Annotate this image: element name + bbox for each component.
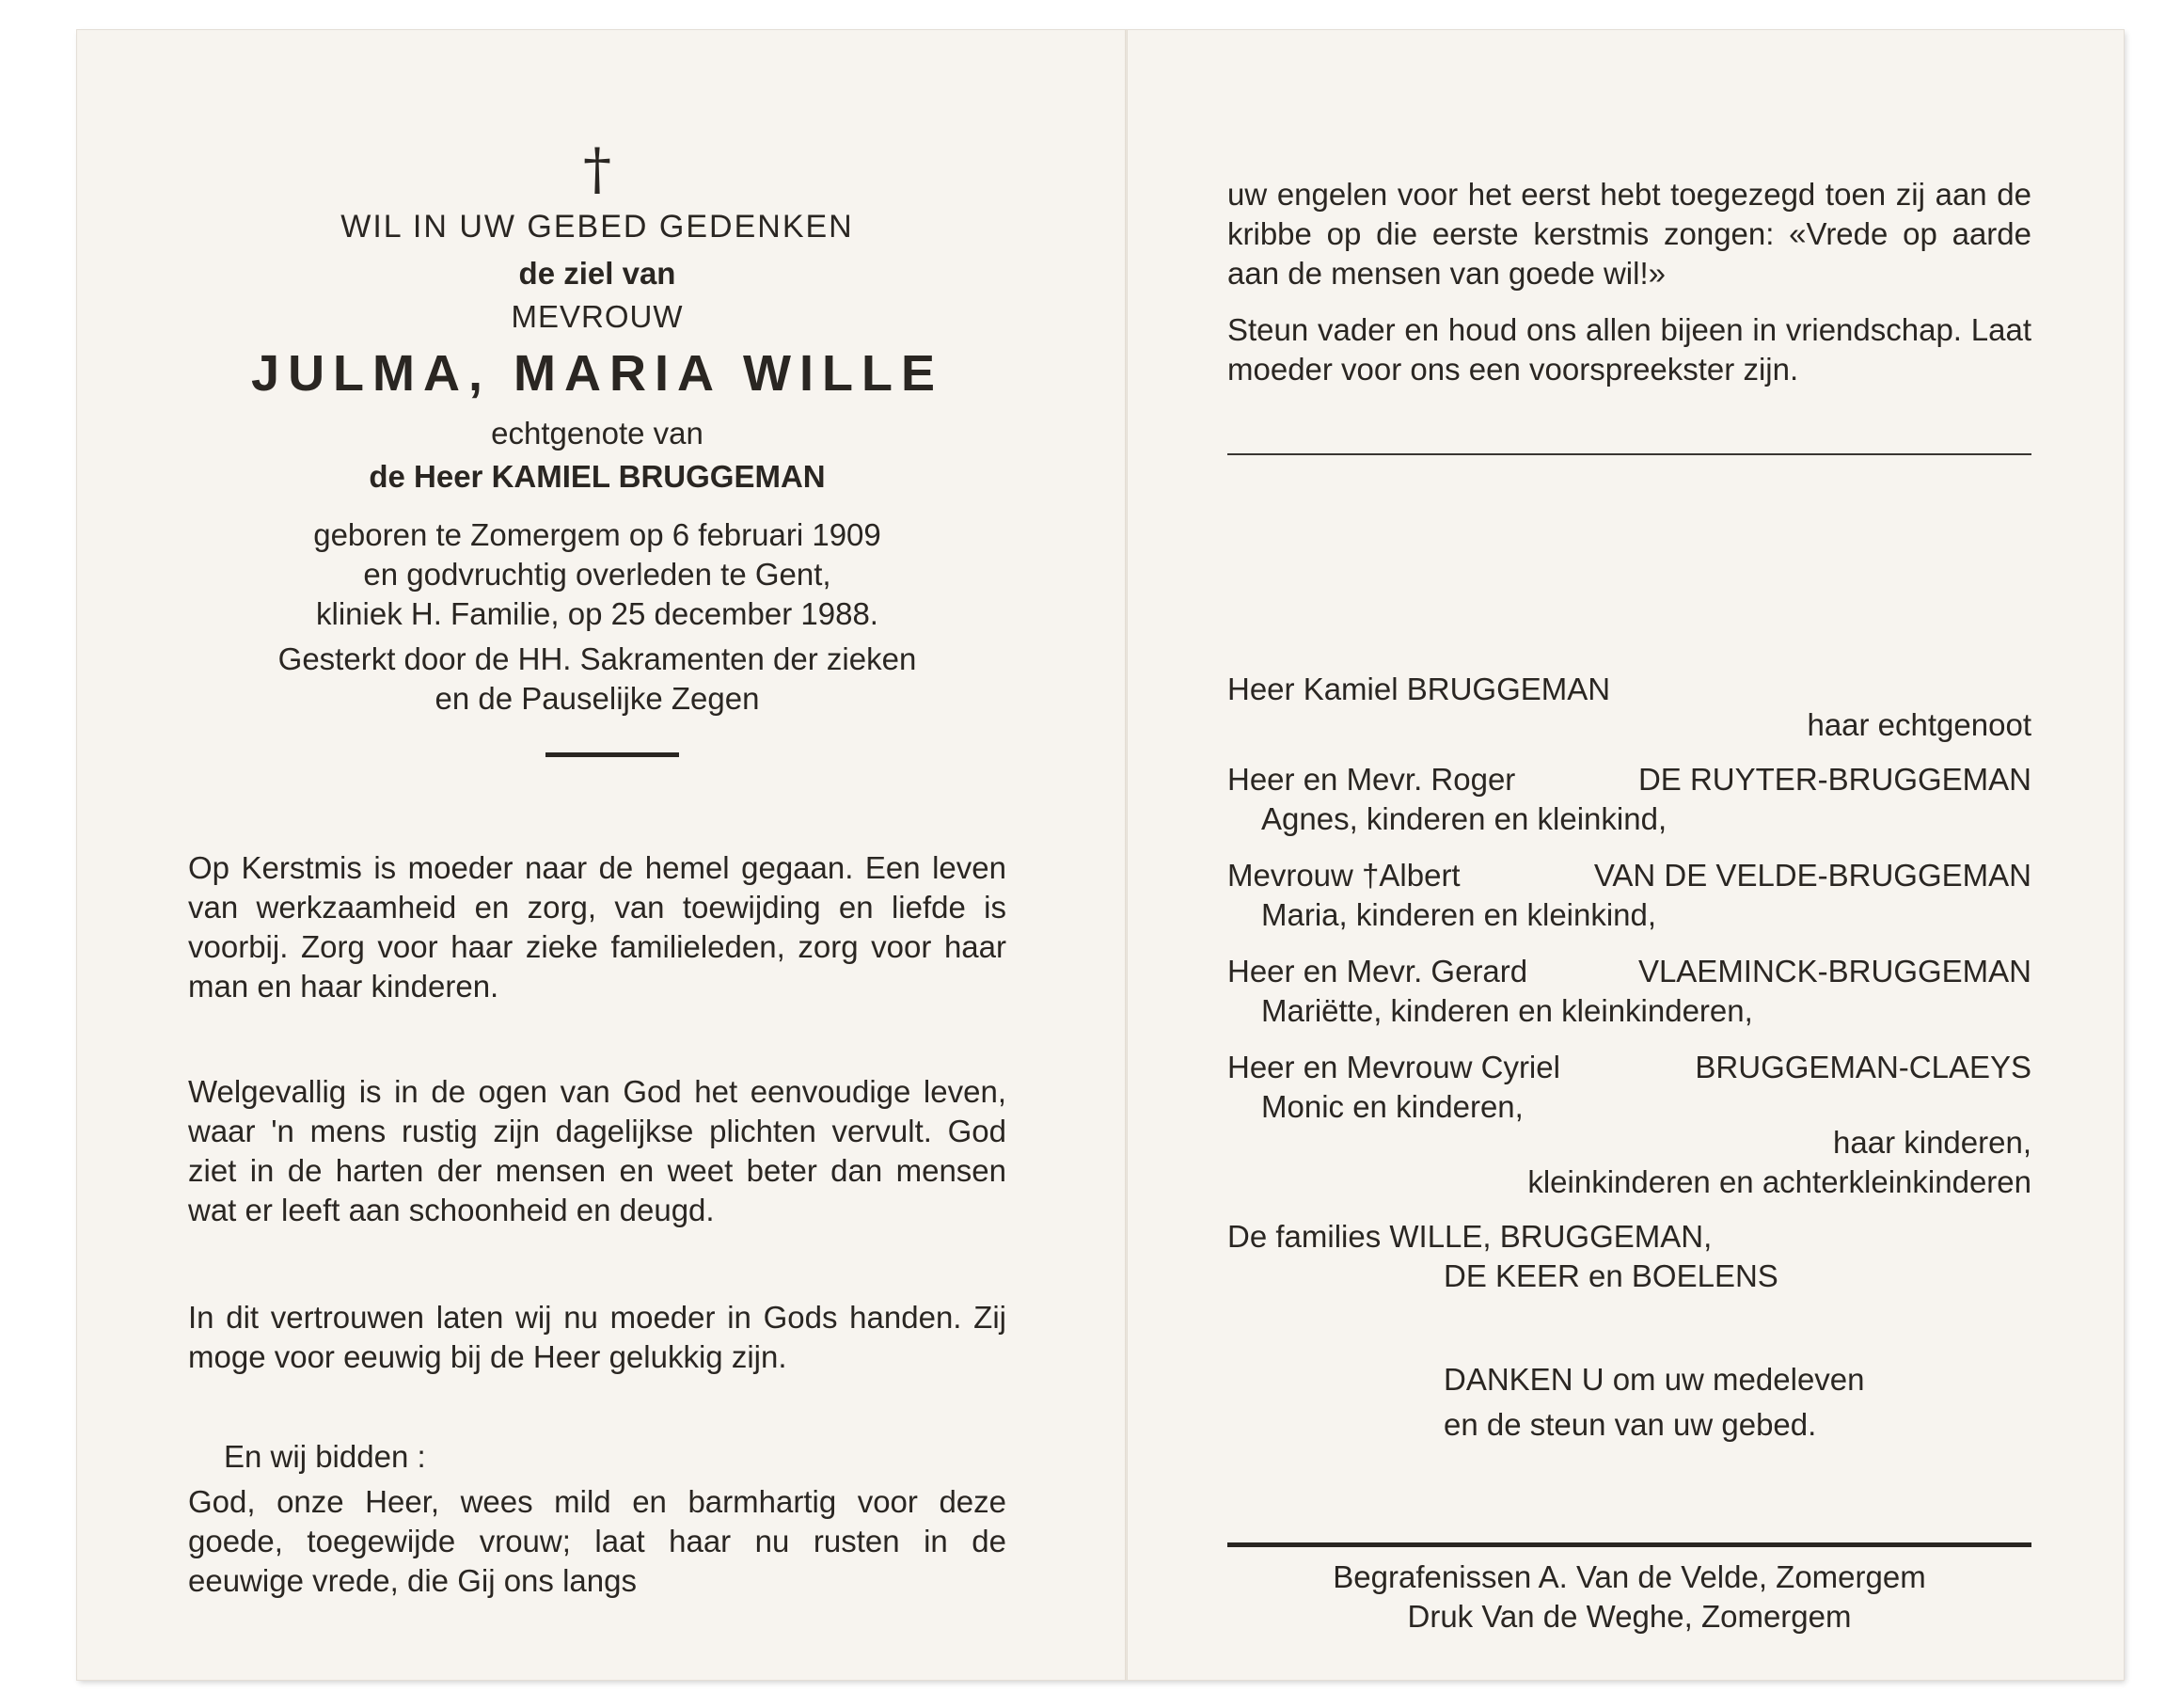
child-3-name: Heer en Mevr. Gerard: [1227, 954, 1528, 988]
child-4-line: [1227, 1048, 2031, 1087]
families-line-2: DE KEER en BOELENS: [1444, 1258, 1778, 1293]
sacraments-line-1: Gesterkt door de HH. Sakramenten der zieken: [277, 641, 917, 676]
paragraph-1: Op Kerstmis is moeder naar de hemel gegaan. Een leven van werkzaamheid en zorg, van toewijding en liefde is voorbij. Zorg voor haar zieke familieleden, zorg voor haar man en haar kinderen.: [188, 850, 1006, 1004]
thanks-line-2: en de steun van uw gebed.: [1444, 1407, 1817, 1442]
thanks-line-1: DANKEN U om uw medeleven: [1444, 1362, 1865, 1397]
child-4-name: Heer en Mevrouw Cyriel: [1227, 1050, 1560, 1084]
prayer-intro: En wij bidden :: [224, 1439, 426, 1474]
child-3-sub: Mariëtte, kinderen en kleinkinderen,: [1261, 993, 1753, 1028]
child-1-surname: DE RUYTER-BRUGGEMAN: [1637, 762, 2031, 797]
clinic-line: kliniek H. Familie, op 25 december 1988.: [316, 596, 878, 631]
child-2-surname: VAN DE VELDE-BRUGGEMAN: [1593, 858, 2031, 893]
families-line-1: De families WILLE, BRUGGEMAN,: [1227, 1219, 1713, 1254]
husband-line: Heer Kamiel BRUGGEMAN: [1227, 672, 1611, 706]
sacraments-line-2: en de Pauselijke Zegen: [435, 681, 760, 716]
death-line: en godvruchtig overleden te Gent,: [363, 557, 831, 592]
paragraph-2: Welgevallig is in de ogen van God het eenvoudige leven, waar 'n mens rustig zijn dagelijkse plichten vervult. God ziet in de harten der mensen en weet beter dan mensen wat er leeft aan schoonheid en deugd.: [188, 1074, 1006, 1227]
footer-rule: [1227, 1542, 2031, 1547]
child-2-line: [1227, 856, 2031, 895]
prayer-continued: uw engelen voor het eerst hebt toegezegd toen zij aan de kribbe op die eerste kerstmis zongen: «Vrede op aarde aan de mensen van goede wil!»: [1227, 177, 2031, 291]
child-4-sub: Monic en kinderen,: [1261, 1089, 1524, 1124]
paragraph-3: In dit vertrouwen laten wij nu moeder in Gods handen. Zij moge voor eeuwig bij de Heer gelukkig zijn.: [188, 1300, 1006, 1374]
child-1-name: Heer en Mevr. Roger: [1227, 762, 1516, 797]
husband-role: haar echtgenoot: [1807, 707, 2031, 742]
divider: [545, 752, 679, 757]
spouse-name: de Heer KAMIEL BRUGGEMAN: [369, 459, 826, 494]
deceased-name: JULMA, MARIA WILLE: [251, 345, 943, 402]
soul-of-text: de ziel van: [518, 256, 676, 291]
grandchildren-role: kleinkinderen en achterkleinkinderen: [1527, 1164, 2031, 1199]
birth-line: geboren te Zomergem op 6 februari 1909: [313, 517, 881, 552]
separator-line: [1227, 453, 2031, 455]
prayer-text: God, onze Heer, wees mild en barmhartig voor deze goede, toegewijde vrouw; laat haar nu rusten in de eeuwige vrede, die Gij ons langs: [188, 1484, 1006, 1598]
child-2-sub: Maria, kinderen en kleinkind,: [1261, 897, 1657, 932]
title-text: MEVROUW: [511, 299, 684, 334]
child-3-surname: VLAEMINCK-BRUGGEMAN: [1637, 954, 2031, 988]
header-text: WIL IN UW GEBED GEDENKEN: [340, 209, 854, 245]
cross-icon: †: [583, 136, 611, 202]
child-4-surname: BRUGGEMAN-CLAEYS: [1695, 1050, 2031, 1084]
printer: Druk Van de Weghe, Zomergem: [1407, 1599, 1852, 1634]
funeral-home: Begrafenissen A. Van de Velde, Zomergem: [1333, 1559, 1926, 1594]
card-fold: [1125, 30, 1128, 1680]
child-3-line: [1227, 952, 2031, 991]
children-role: haar kinderen,: [1833, 1125, 2031, 1160]
child-1-sub: Agnes, kinderen en kleinkind,: [1261, 801, 1667, 836]
spouse-prefix: echtgenote van: [491, 416, 703, 451]
child-2-name: Mevrouw †Albert: [1227, 858, 1461, 893]
prayer-end: Steun vader en houd ons allen bijeen in vriendschap. Laat moeder voor ons een voorspreekster zijn.: [1227, 312, 2031, 387]
child-1-line: [1227, 760, 2031, 799]
